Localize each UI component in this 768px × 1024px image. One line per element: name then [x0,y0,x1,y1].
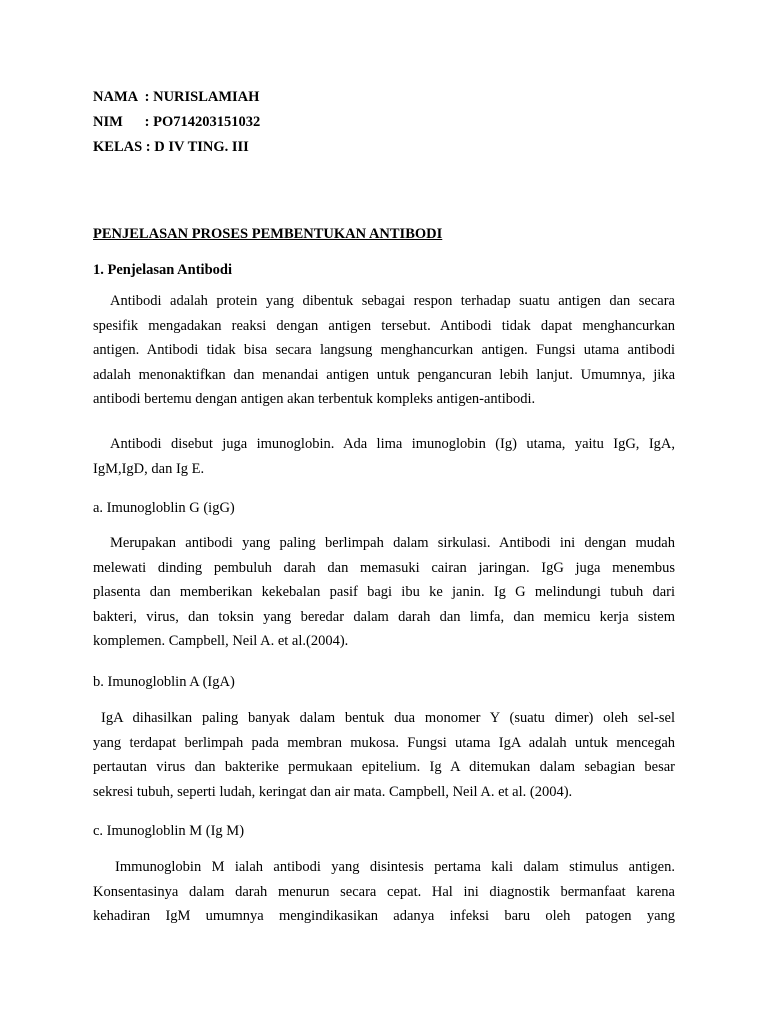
iga-heading: b. Imunogloblin A (IgA) [93,674,235,690]
name-label: NAMA [93,89,139,105]
iga-paragraph [93,706,675,804]
paragraph-line: yang terdapat berlimpah pada membran mukosa. Fungsi utama IgA adalah untuk mencegah [93,734,675,751]
paragraph-line: IgA dihasilkan paling banyak dalam bentuk dua monomer Y (suatu dimer) oleh sel-sel [101,710,675,726]
student-name-line [93,88,259,106]
paragraph-line: spesifik mengadakan reaksi dengan antigen tersebut. Antibodi tidak dapat menghancurkan [93,317,675,334]
paragraph-line: Merupakan antibodi yang paling berlimpah dalam sirkulasi. Antibodi ini dengan mudah [110,535,675,551]
paragraph-line: kehadiran IgM umumnya mengindikasikan adanya infeksi baru oleh patogen yang [93,908,675,924]
paragraph-line: pertautan virus dan bakterike permukaan epitelium. Ig A ditemukan dalam sebagian besar [93,759,675,775]
section-1-paragraph-2 [93,432,675,481]
nim-label: NIM [93,114,123,130]
class-label: KELAS [93,139,143,155]
igm-heading: c. Imunogloblin M (Ig M) [93,823,245,839]
paragraph-line: Antibodi disebut juga imunoglobin. Ada lima imunoglobin (Ig) utama, yaitu IgG, IgA, [110,436,675,452]
paragraph-line: antigen. Antibodi tidak bisa secara langsung menghancurkan antigen. Fungsi utama antibodi [93,342,675,358]
paragraph-line: sekresi tubuh, seperti ludah, keringat dan air mata. Campbell, Neil A. et al. (2004). [93,783,573,800]
paragraph-line: antibodi bertemu dengan antigen akan terbentuk kompleks antigen-antibodi. [93,391,536,407]
paragraph-line: Immunoglobin M ialah antibodi yang disintesis pertama kali dalam stimulus antigen. [115,859,675,875]
section-1-heading: 1. Penjelasan Antibodi [93,262,232,278]
student-nim: PO714203151032 [153,114,261,130]
student-name: NURISLAMIAH [153,89,260,105]
paragraph-line: Konsentasinya dalam darah menurun secara cepat. Hal ini diagnostik bermanfaat karena [93,883,675,900]
student-class-line [93,138,249,156]
student-class: D IV TING. III [154,139,249,155]
paragraph-line: Antibodi adalah protein yang dibentuk sebagai respon terhadap suatu antigen dan secara [110,293,675,309]
igg-heading: a. Imunogloblin G (igG) [93,500,235,516]
paragraph-line: adalah menonaktifkan dan menandai antigen untuk pengancuran lebih lanjut. Umumnya, jika [93,366,675,383]
paragraph-line: IgM,IgD, dan Ig E. [93,460,205,477]
class-separator: : [142,139,155,155]
nim-separator: : [141,114,154,130]
document-title: PENJELASAN PROSES PEMBENTUKAN ANTIBODI [93,226,443,242]
paragraph-line: bakteri, virus, dan toksin yang beredar dalam darah dan limfa, dan memicu kerja sistem [93,608,675,625]
igg-paragraph [93,531,675,654]
student-nim-line [93,113,260,131]
igm-paragraph [93,855,675,929]
paragraph-line: melewati dinding pembuluh darah dan memasuki cairan jaringan. IgG juga menembus [93,559,675,576]
section-1-paragraph-1 [93,289,675,412]
name-separator: : [141,89,154,105]
paragraph-line: komplemen. Campbell, Neil A. et al.(2004). [93,633,349,649]
paragraph-line: plasenta dan memberikan kekebalan pasif bagi ibu ke janin. Ig G melindungi tubuh dari [93,584,675,600]
